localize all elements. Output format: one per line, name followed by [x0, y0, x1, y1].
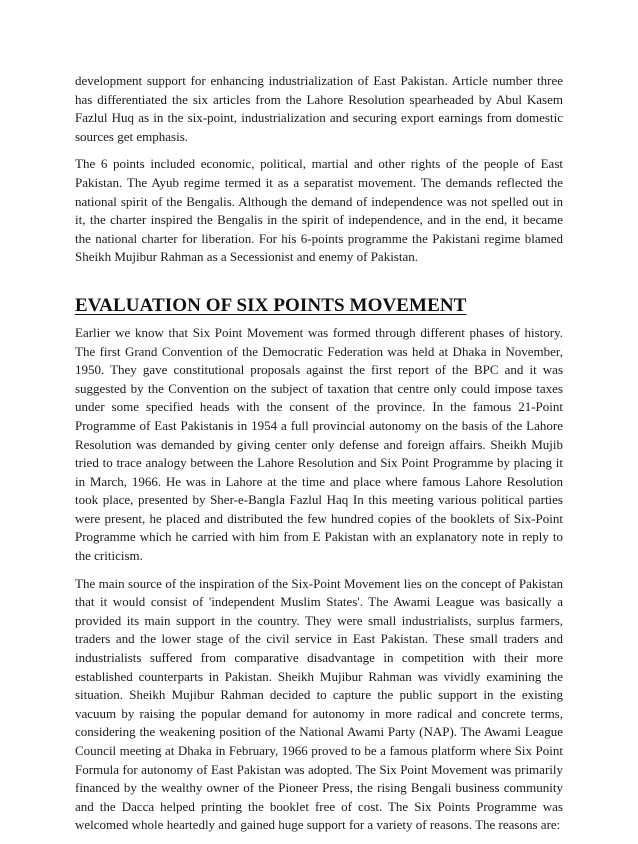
- paragraph-history-phases: Earlier we know that Six Point Movement was formed through different phases of history. The first Grand Convention of the Democratic Federation was held at Dhaka in November, 1950. They gave constitutional proposals against the first report of the BPC and it was suggested by the Convention on the subject of taxation that centre only could impose taxes under some specified heads with the consent of the province. In the famous 21-Point Programme of East Pakistanis in 1954 a full provincial autonomy on the basis of the Lahore Resolution was demanded by giving center only defense and foreign affairs. Sheikh Mujib tried to trace analogy between the Lahore Resolution and Six Point Programme by placing it in March, 1966. He was in Lahore at the time and place where famous Lahore Resolution took place, presented by Sher-e-Bangla Fazlul Haq In this meeting various political parties were present, he placed and distributed the few hundred copies of the booklets of Six-Point Programme which he carried with him from E Pakistan with an explanatory note in reply to the criticism.: [75, 324, 563, 564]
- paragraph-industrialization: development support for enhancing industrialization of East Pakistan. Article number three has differentiated the six articles from the Lahore Resolution spearheaded by Abul Kasem Fazlul Huq as in the six-point, industrialization and securing export earnings from domestic sources get emphasis.: [75, 73, 563, 144]
- paragraph-inspiration-source: The main source of the inspiration of the Six-Point Movement lies on the concept of Pakistan that it would consist of 'independent Muslim States'. The Awami League was basically a provided its main support in the country. They were small industrialists, surplus farmers, traders and the lower stage of the civil service in East Pakistan. These small traders and industrialists suffered from comparative disadvantage in competition with their more established counterparts in Pakistan. Sheikh Mujibur Rahman was vividly examining the situation. Sheikh Mujibur Rahman decided to capture the public support in the existing vacuum by raising the popular demand for autonomy in more radical and concrete terms, considering the weakening position of the National Awami Party (NAP). The Awami League Council meeting at Dhaka in February, 1966 proved to be a famous platform where Six Point Formula for autonomy of East Pakistan was adopted. The Six Point Movement was primarily financed by the wealthy owner of the Pioneer Press, the rising Bengali business community and the Dacca helped printing the booklet free of cost. The Six Points Programme was welcomed whole heartedly and gained huge support for a variety of reasons. The reasons are:: [75, 575, 563, 833]
- paragraph-six-points-rights: The 6 points included economic, political, martial and other rights of the people of East Pakistan. The Ayub regime termed it as a separatist movement. The demands reflected the national spirit of the Bengalis. Although the demand of independence was not spelled out in it, the charter inspired the Bengalis in the spirit of independence, and in the end, it became the national charter for liberation. For his 6-points programme the Pakistani regime blamed Sheikh Mujibur Rahman as a Secessionist and enemy of Pakistan.: [75, 156, 563, 265]
- section-heading: EVALUATION OF SIX POINTS MOVEMENT: [75, 294, 467, 316]
- document-page: [75, 72, 563, 844]
